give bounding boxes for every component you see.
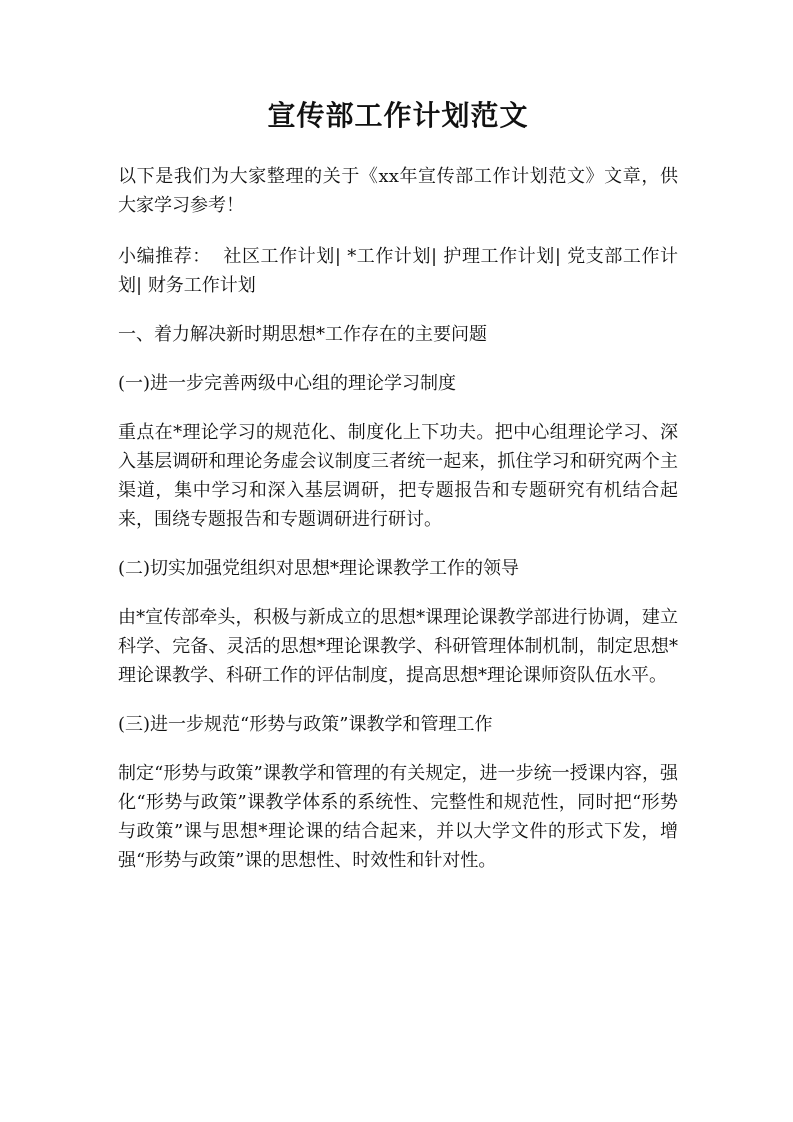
recommend-paragraph bbox=[118, 242, 678, 300]
section-heading-1: 一、着力解决新时期思想*工作存在的主要问题 bbox=[118, 324, 487, 345]
document-title: 宣传部工作计划范文 bbox=[267, 99, 529, 132]
link-nursing-plan[interactable]: 护理工作计划 bbox=[443, 246, 555, 267]
subsection-body-1: 重点在*理论学习的规范化、制度化上下功夫。把中心组理论学习、深入基层调研和理论务虚会议制度三者统一起来，抓住学习和研究两个主渠道，集中学习和深入基层调研，把专题报告和专题研究有机结合起来，围绕专题报告和专题调研进行研讨。 bbox=[118, 422, 678, 530]
subsection-body-3: 制定“形势与政策”课教学和管理的有关规定，进一步统一授课内容，强化“形势与政策”课教学体系的系统性、完整性和规范性，同时把“形势与政策”课与思想*理论课的结合起来，并以大学文件的形式下发，增强“形势与政策”课的思想性、时效性和针对性。 bbox=[118, 763, 678, 871]
subsection-heading-2: (二)切实加强党组织对思想*理论课教学工作的领导 bbox=[118, 558, 520, 579]
link-separator: | bbox=[431, 246, 438, 267]
subsection-heading-1: (一)进一步完善两级中心组的理论学习制度 bbox=[118, 373, 457, 394]
document-page bbox=[118, 0, 678, 875]
recommend-label: 小编推荐： bbox=[118, 246, 211, 267]
link-separator: | bbox=[136, 275, 143, 296]
subsection-heading-3: (三)进一步规范“形势与政策”课教学和管理工作 bbox=[118, 714, 493, 735]
link-community-plan[interactable]: 社区工作计划 bbox=[223, 246, 335, 267]
intro-paragraph: 以下是我们为大家整理的关于《xx年宣传部工作计划范文》文章，供大家学习参考！ bbox=[118, 166, 678, 216]
link-finance-plan[interactable]: 财务工作计划 bbox=[147, 275, 256, 296]
link-separator: | bbox=[554, 246, 561, 267]
link-party-branch-plan[interactable]: 党支部工作计划 bbox=[118, 246, 679, 296]
link-separator: | bbox=[334, 246, 341, 267]
link-work-plan[interactable]: *工作计划 bbox=[347, 246, 432, 267]
subsection-body-2: 由*宣传部牵头，积极与新成立的思想*课理论课教学部进行协调，建立科学、完备、灵活的思想*理论课教学、科研管理体制机制，制定思想*理论课教学、科研工作的评估制度，提高思想*理论课师资队伍水平。 bbox=[118, 607, 678, 686]
